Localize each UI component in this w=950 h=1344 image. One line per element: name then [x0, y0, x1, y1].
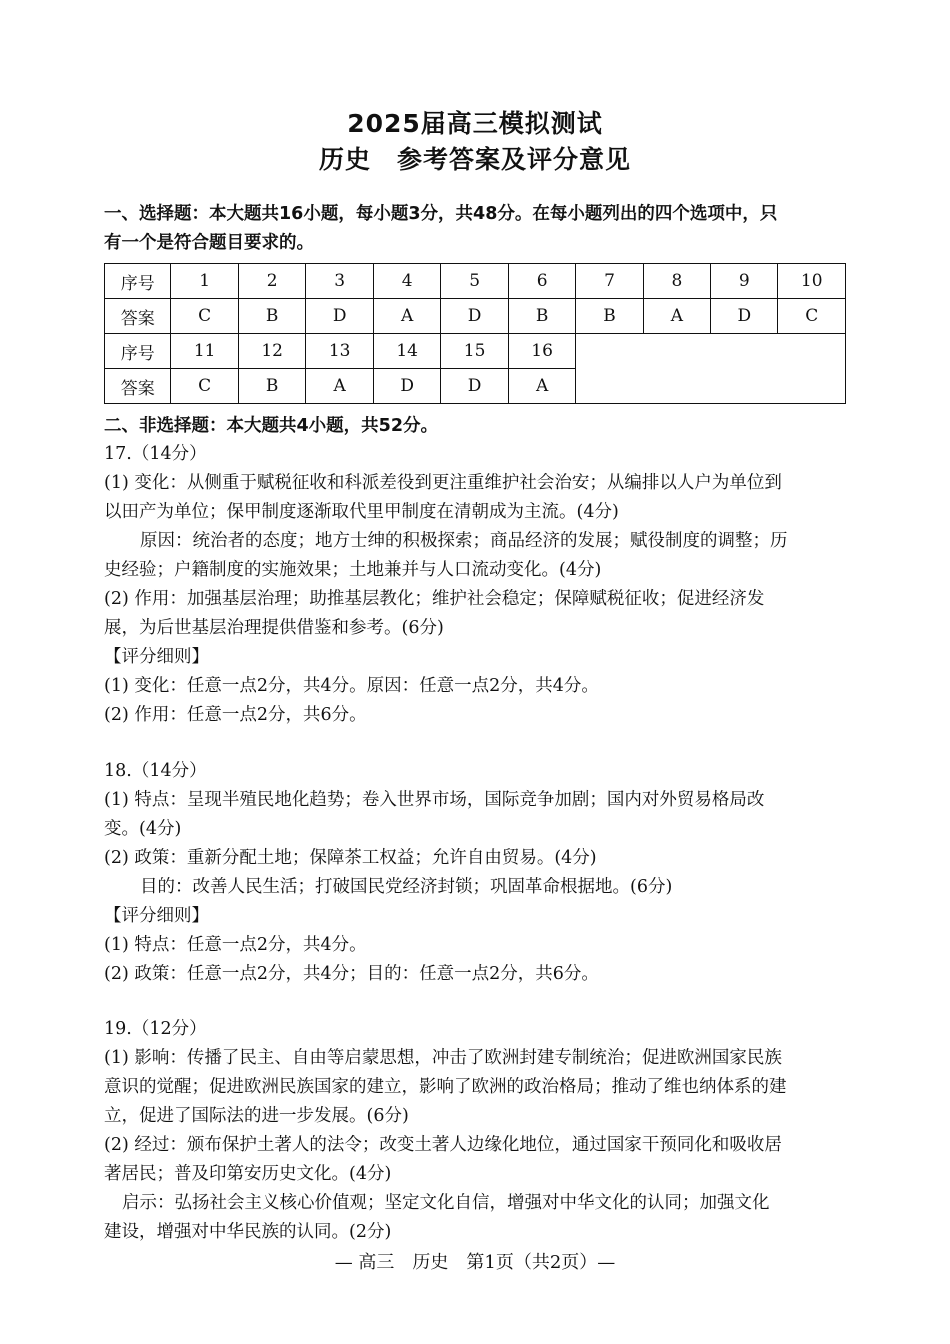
table-cell: A	[643, 299, 710, 334]
seq-label: 序号	[105, 334, 171, 369]
table-cell: 9	[711, 264, 778, 299]
section2-heading: 二、非选择题：本大题共4小题，共52分。	[104, 416, 439, 436]
q18-rubric-line: (1) 特点：任意一点2分，共4分。	[104, 935, 367, 955]
q18-title: 18.（14分）	[104, 761, 207, 781]
table-cell: 3	[306, 264, 373, 299]
q17-title: 17.（14分）	[104, 444, 207, 464]
table-cell: 5	[441, 264, 508, 299]
table-cell: C	[171, 369, 238, 404]
table-row	[105, 334, 846, 369]
table-cell: 4	[373, 264, 440, 299]
table-cell: D	[306, 299, 373, 334]
table-cell: 14	[373, 334, 440, 369]
table-cell: D	[441, 299, 508, 334]
table-cell: 1	[171, 264, 238, 299]
q19-line: 意识的觉醒；促进欧洲民族国家的建立，影响了欧洲的政治格局；推动了维也纳体系的建	[104, 1077, 787, 1097]
table-cell: A	[306, 369, 373, 404]
q19-line: 建设，增强对中华民族的认同。(2分)	[104, 1222, 392, 1242]
table-cell: 8	[643, 264, 710, 299]
q18-line: 目的：改善人民生活；打破国民党经济封锁；巩固革命根据地。(6分)	[140, 877, 673, 897]
section1-line2: 有一个是符合题目要求的。	[104, 233, 314, 253]
table-cell: 10	[778, 264, 846, 299]
table-cell: D	[711, 299, 778, 334]
seq-label: 序号	[105, 264, 171, 299]
table-cell: 13	[306, 334, 373, 369]
table-cell: D	[441, 369, 508, 404]
q17-line: (1) 变化：从侧重于赋税征收和科派差役到更注重维护社会治安；从编排以人户为单位到	[104, 473, 782, 493]
q17-rubric-line: (2) 作用：任意一点2分，共6分。	[104, 705, 367, 725]
table-cell: A	[373, 299, 440, 334]
q19-line: (2) 经过：颁布保护土著人的法令；改变土著人边缘化地位，通过国家干预同化和吸收居	[104, 1135, 782, 1155]
ans-label: 答案	[105, 369, 171, 404]
q17-line: (2) 作用：加强基层治理；助推基层教化；维护社会稳定；保障赋税征收；促进经济发	[104, 589, 765, 609]
table-cell: B	[508, 299, 575, 334]
table-cell: A	[508, 369, 575, 404]
table-row	[105, 299, 846, 334]
page-footer: — 高三 历史 第1页（共2页）—	[334, 1252, 616, 1273]
table-cell: 12	[238, 334, 305, 369]
q19-line: 著居民；普及印第安历史文化。(4分)	[104, 1164, 392, 1184]
q18-line: (1) 特点：呈现半殖民地化趋势；卷入世界市场，国际竞争加剧；国内对外贸易格局改	[104, 790, 765, 810]
table-cell: B	[238, 369, 305, 404]
table-cell: 2	[238, 264, 305, 299]
q17-line: 以田产为单位；保甲制度逐渐取代里甲制度在清朝成为主流。(4分)	[104, 502, 619, 522]
q18-rubric-heading: 【评分细则】	[104, 906, 209, 926]
q19-line: 立，促进了国际法的进一步发展。(6分)	[104, 1106, 409, 1126]
table-cell: C	[171, 299, 238, 334]
q19-title: 19.（12分）	[104, 1019, 207, 1039]
table-cell: D	[373, 369, 440, 404]
q18-line: (2) 政策：重新分配土地；保障茶工权益；允许自由贸易。(4分)	[104, 848, 597, 868]
q19-line: 启示：弘扬社会主义核心价值观；坚定文化自信，增强对中华文化的认同；加强文化	[122, 1193, 770, 1213]
table-row	[105, 264, 846, 299]
answer-table	[104, 263, 846, 404]
page-title: 2025届高三模拟测试	[347, 109, 603, 138]
page-subtitle: 历史 参考答案及评分意见	[318, 145, 631, 174]
q19-line: (1) 影响：传播了民主、自由等启蒙思想，冲击了欧洲封建专制统治；促进欧洲国家民族	[104, 1048, 782, 1068]
q18-rubric-line: (2) 政策：任意一点2分，共4分；目的：任意一点2分，共6分。	[104, 964, 599, 984]
table-cell: 15	[441, 334, 508, 369]
empty-merged-cell	[576, 334, 846, 404]
table-cell: B	[576, 299, 643, 334]
table-cell: 11	[171, 334, 238, 369]
table-cell: 7	[576, 264, 643, 299]
section1-line1: 一、选择题：本大题共16小题，每小题3分，共48分。在每小题列出的四个选项中，只	[104, 204, 778, 224]
q17-line: 原因：统治者的态度；地方士绅的积极探索；商品经济的发展；赋役制度的调整；历	[140, 531, 788, 551]
table-cell: 16	[508, 334, 575, 369]
q17-rubric-heading: 【评分细则】	[104, 647, 209, 667]
ans-label: 答案	[105, 299, 171, 334]
q17-line: 展，为后世基层治理提供借鉴和参考。(6分)	[104, 618, 444, 638]
q18-line: 变。(4分)	[104, 819, 182, 839]
q17-line: 史经验；户籍制度的实施效果；土地兼并与人口流动变化。(4分)	[104, 560, 602, 580]
table-cell: C	[778, 299, 846, 334]
q17-rubric-line: (1) 变化：任意一点2分，共4分。原因：任意一点2分，共4分。	[104, 676, 599, 696]
table-cell: B	[238, 299, 305, 334]
table-cell: 6	[508, 264, 575, 299]
